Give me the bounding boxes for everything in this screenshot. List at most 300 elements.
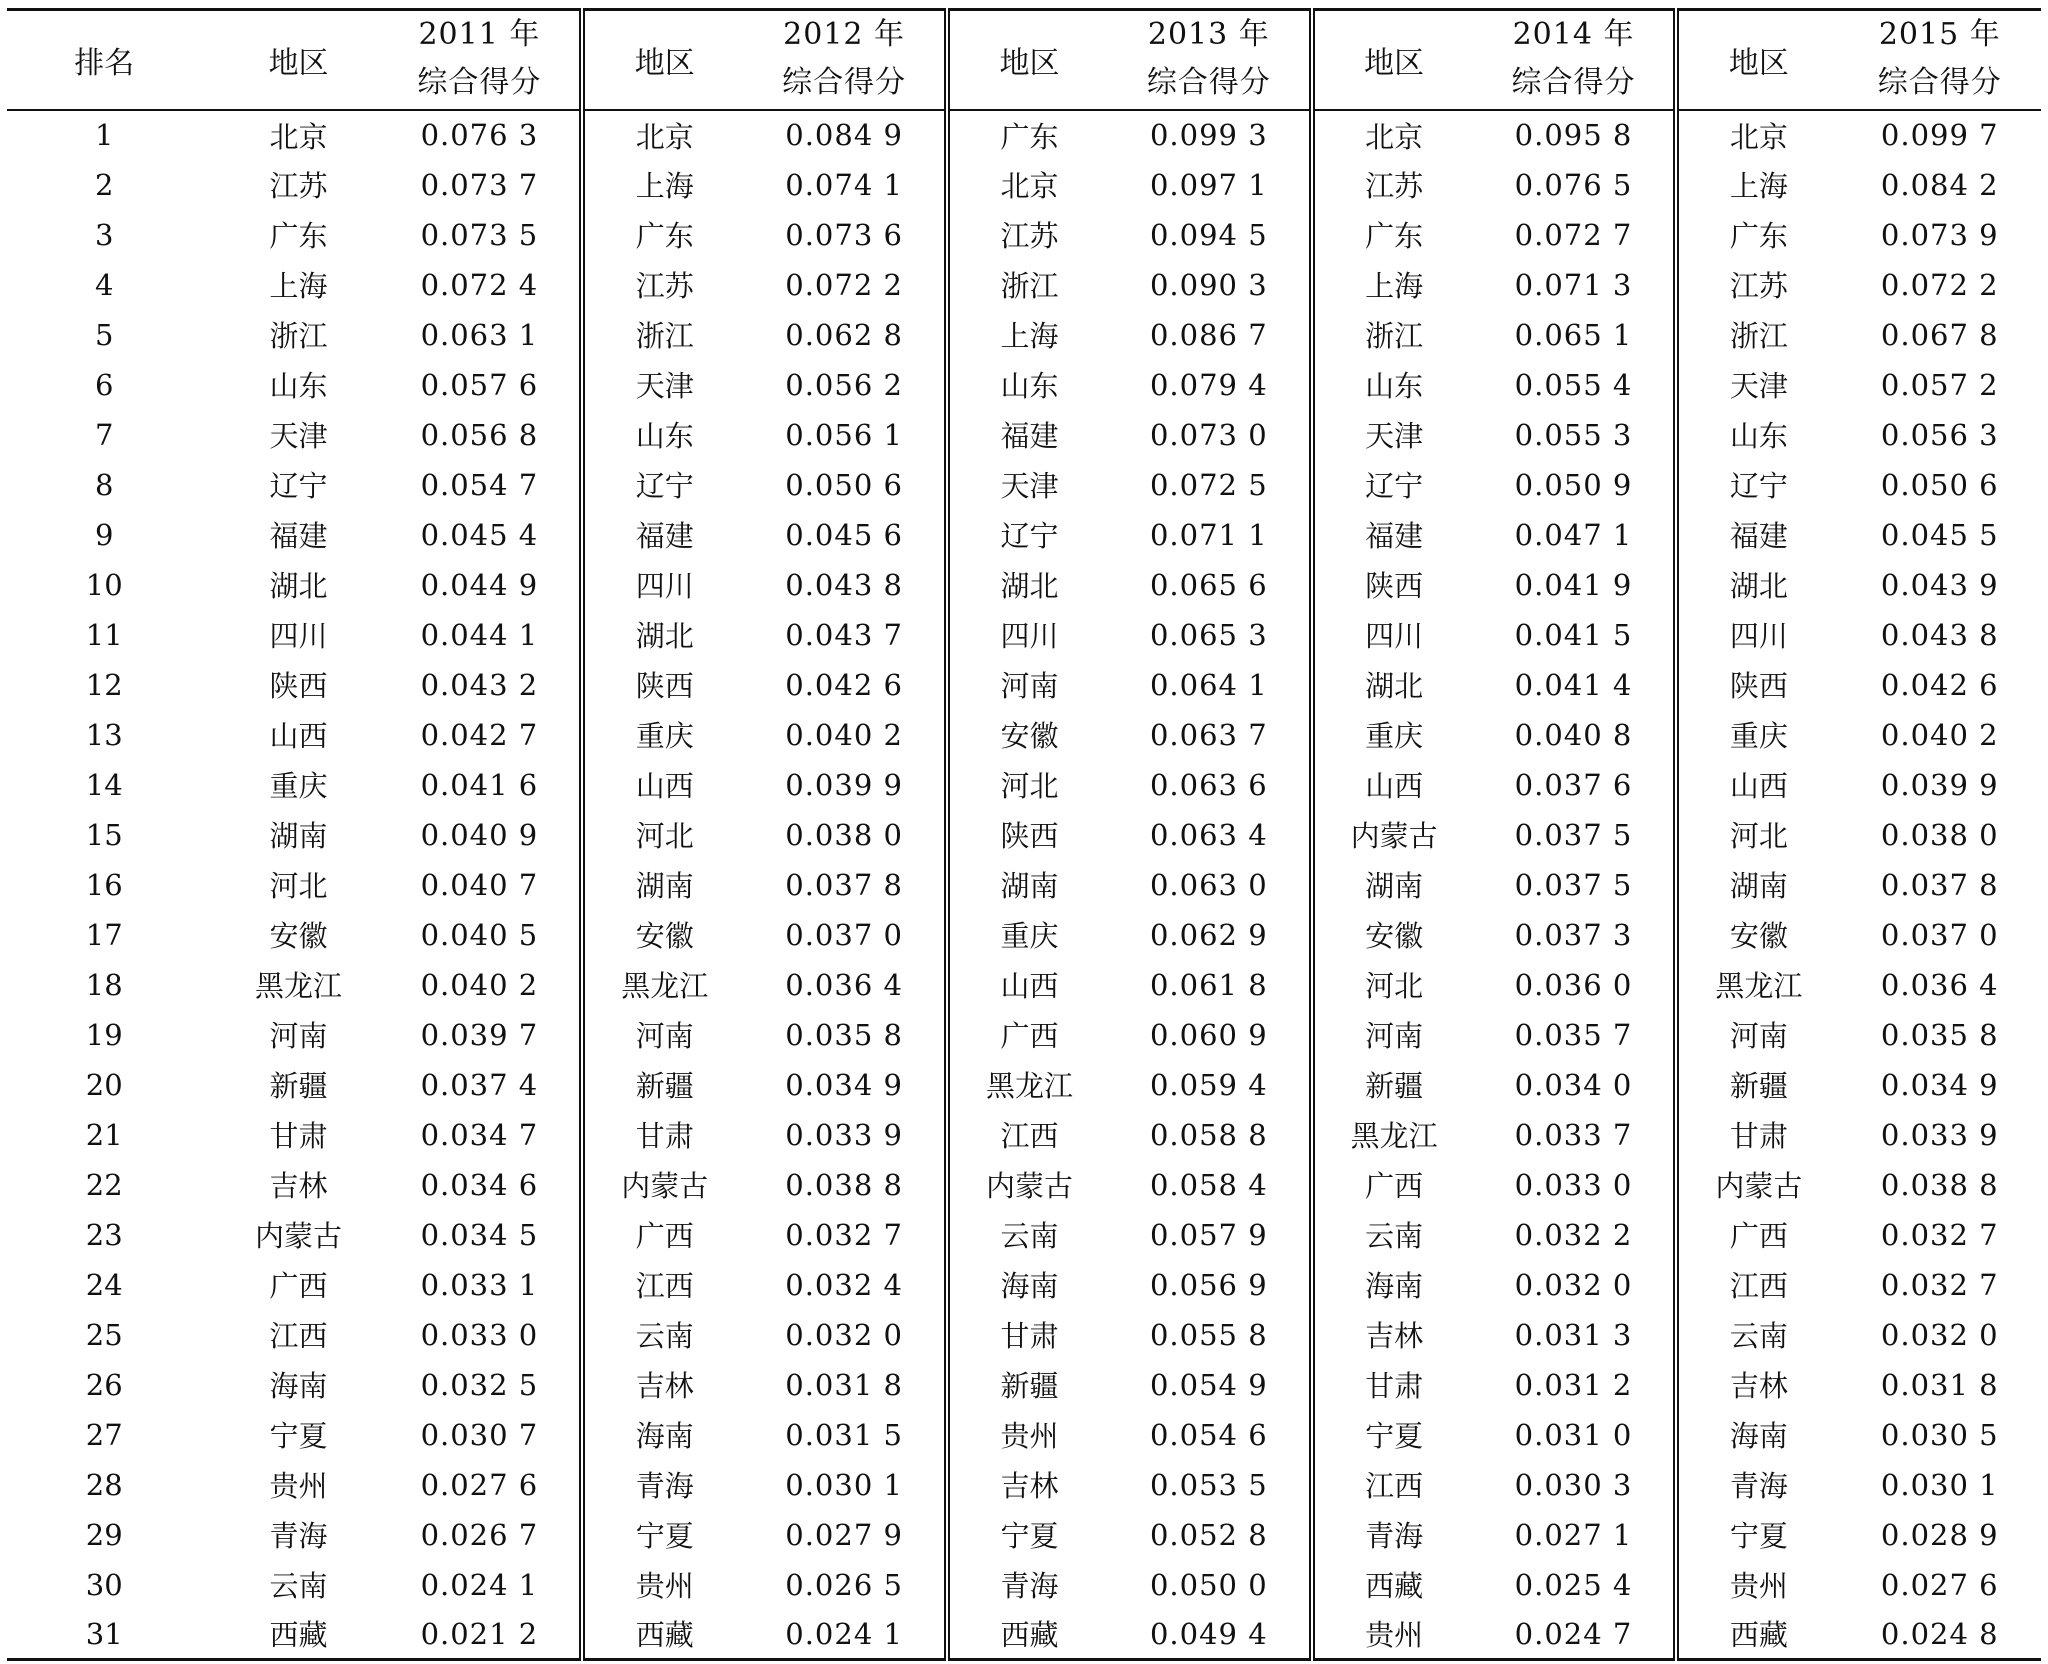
region-cell-2013: 山西 [947,960,1109,1010]
score-cell-2013: 0.079 4 [1149,367,1268,402]
score-cell-2011: 0.026 7 [420,1517,539,1552]
region-cell-2015: 江苏 [1676,260,1838,310]
region-cell-2013: 上海 [947,310,1109,360]
score-cell-2012: 0.026 5 [785,1567,903,1602]
region-cell-2012: 河南 [582,1010,744,1060]
score-header-2013 [1109,10,1311,110]
score-cell-2015: 0.027 6 [1880,1567,1999,1602]
score-cell-2011: 0.040 5 [420,917,539,952]
score-cell-2011: 0.063 1 [420,317,539,352]
region-cell-2014: 广东 [1312,210,1474,260]
rank-cell: 10 [85,567,123,602]
rank-cell: 12 [85,667,123,702]
score-cell-2015: 0.099 7 [1880,118,1999,152]
table-row [7,210,2041,260]
table-row [7,1010,2041,1060]
score-cell-2015: 0.043 9 [1880,567,1999,602]
rank-cell: 27 [85,1417,123,1452]
region-cell-2012: 黑龙江 [582,960,744,1010]
table-row [7,410,2041,460]
score-cell-2013: 0.056 9 [1149,1267,1268,1302]
region-cell-2015: 山西 [1676,760,1838,810]
region-header-2014: 地区 [1312,10,1474,110]
score-cell-2014: 0.037 5 [1514,817,1633,852]
score-label-2012: 综合得分 [782,64,907,100]
region-cell-2013: 江苏 [947,210,1109,260]
region-cell-2015: 福建 [1676,510,1838,560]
region-cell-2014: 山东 [1312,360,1474,410]
region-cell-2014: 湖南 [1312,860,1474,910]
region-cell-2012: 河北 [582,810,744,860]
region-cell-2015: 新疆 [1676,1060,1838,1110]
score-cell-2011: 0.043 2 [420,667,539,702]
region-cell-2015: 四川 [1676,610,1838,660]
region-cell-2015: 湖北 [1676,560,1838,610]
score-cell-2013: 0.054 9 [1149,1367,1268,1402]
region-cell-2015: 黑龙江 [1676,960,1838,1010]
regional-score-ranking-table [7,8,2041,1661]
score-label-2015: 综合得分 [1877,64,2002,100]
table-row [7,560,2041,610]
region-cell-2011: 青海 [269,1519,328,1553]
score-cell-2013: 0.086 7 [1149,317,1268,352]
score-cell-2015: 0.032 0 [1880,1317,1999,1352]
score-cell-2014: 0.050 9 [1514,467,1633,502]
year-label-2013: 2013 年 [1147,16,1270,52]
score-cell-2011: 0.042 7 [420,717,539,752]
region-cell-2014: 浙江 [1312,310,1474,360]
table-row [7,1260,2041,1310]
region-cell-2014: 陕西 [1312,560,1474,610]
region-cell-2015: 北京 [1676,110,1838,160]
score-cell-2013: 0.063 0 [1149,867,1268,902]
region-cell-2014: 宁夏 [1312,1410,1474,1460]
score-cell-2014: 0.027 1 [1514,1517,1633,1552]
region-cell-2011: 天津 [269,419,328,453]
table-row [7,1210,2041,1260]
region-cell-2012: 北京 [582,110,744,160]
score-cell-2012: 0.027 9 [785,1517,903,1552]
region-cell-2014: 黑龙江 [1312,1110,1474,1160]
table-row [7,1310,2041,1360]
score-cell-2014: 0.030 3 [1514,1467,1633,1502]
region-cell-2015: 山东 [1676,410,1838,460]
region-cell-2011: 海南 [269,1369,328,1403]
region-cell-2012: 内蒙古 [582,1160,744,1210]
score-cell-2012: 0.040 2 [785,717,903,752]
score-cell-2014: 0.047 1 [1514,517,1633,552]
region-cell-2013: 山东 [947,360,1109,410]
score-cell-2013: 0.058 4 [1149,1167,1268,1202]
score-cell-2014: 0.033 0 [1514,1167,1633,1202]
rank-cell: 18 [85,967,123,1002]
region-cell-2015: 云南 [1676,1310,1838,1360]
region-cell-2012: 云南 [582,1310,744,1360]
table-row [7,110,2041,160]
rank-cell: 28 [85,1467,123,1502]
region-cell-2015: 吉林 [1676,1360,1838,1410]
score-cell-2014: 0.071 3 [1514,267,1633,302]
score-cell-2012: 0.030 1 [785,1467,903,1502]
region-cell-2014: 江苏 [1312,160,1474,210]
region-cell-2012: 吉林 [582,1360,744,1410]
region-cell-2015: 内蒙古 [1676,1160,1838,1210]
score-cell-2013: 0.097 1 [1149,167,1268,202]
region-cell-2013: 福建 [947,410,1109,460]
region-cell-2012: 新疆 [582,1060,744,1110]
table-row [7,860,2041,910]
region-cell-2013: 广西 [947,1010,1109,1060]
region-cell-2012: 上海 [582,160,744,210]
score-cell-2011: 0.040 9 [420,817,539,852]
rank-cell: 20 [85,1067,123,1102]
region-cell-2015: 青海 [1676,1460,1838,1510]
score-cell-2011: 0.044 1 [420,617,539,652]
score-cell-2013: 0.063 7 [1149,717,1268,752]
region-cell-2015: 海南 [1676,1410,1838,1460]
score-cell-2012: 0.062 8 [785,317,903,352]
region-cell-2014: 山西 [1312,760,1474,810]
region-cell-2013: 湖南 [947,860,1109,910]
region-cell-2011: 四川 [269,619,328,653]
score-cell-2014: 0.036 0 [1514,967,1633,1002]
score-cell-2015: 0.032 7 [1880,1217,1999,1252]
rank-cell: 2 [94,167,114,202]
rank-cell: 15 [85,817,123,852]
region-cell-2014: 四川 [1312,610,1474,660]
region-cell-2011: 河南 [269,1019,328,1053]
region-cell-2015: 上海 [1676,160,1838,210]
score-cell-2015: 0.030 1 [1880,1467,1999,1502]
score-cell-2013: 0.049 4 [1149,1616,1268,1651]
region-cell-2012: 西藏 [582,1610,744,1660]
region-cell-2012: 重庆 [582,710,744,760]
rank-cell: 29 [85,1517,123,1552]
rank-cell: 26 [85,1367,123,1402]
region-cell-2014: 贵州 [1312,1610,1474,1660]
score-cell-2012: 0.037 8 [785,867,903,902]
score-cell-2011: 0.073 5 [420,217,539,252]
region-cell-2014: 海南 [1312,1260,1474,1310]
region-cell-2015: 浙江 [1676,310,1838,360]
score-cell-2011: 0.030 7 [420,1417,539,1452]
region-cell-2012: 安徽 [582,910,744,960]
score-cell-2013: 0.071 1 [1149,517,1268,552]
region-cell-2013: 重庆 [947,910,1109,960]
score-cell-2012: 0.032 7 [785,1217,903,1252]
score-cell-2014: 0.034 0 [1514,1067,1633,1102]
score-cell-2011: 0.045 4 [420,517,539,552]
region-cell-2011: 北京 [269,119,328,154]
score-cell-2014: 0.040 8 [1514,717,1633,752]
score-cell-2013: 0.060 9 [1149,1017,1268,1052]
region-cell-2012: 甘肃 [582,1110,744,1160]
score-cell-2014: 0.065 1 [1514,317,1633,352]
region-cell-2013: 广东 [947,110,1109,160]
region-cell-2013: 河南 [947,660,1109,710]
region-cell-2011: 江西 [269,1319,328,1353]
score-cell-2013: 0.054 6 [1149,1417,1268,1452]
region-cell-2013: 陕西 [947,810,1109,860]
score-cell-2014: 0.041 4 [1514,667,1633,702]
region-cell-2015: 贵州 [1676,1560,1838,1610]
score-label-2013: 综合得分 [1146,64,1271,100]
score-cell-2015: 0.030 5 [1880,1417,1999,1452]
score-cell-2011: 0.027 6 [420,1467,539,1502]
score-cell-2013: 0.050 0 [1149,1567,1268,1602]
region-cell-2014: 青海 [1312,1510,1474,1560]
region-cell-2013: 天津 [947,460,1109,510]
score-cell-2015: 0.056 3 [1880,417,1999,452]
rank-cell: 11 [85,617,123,652]
region-cell-2014: 广西 [1312,1160,1474,1210]
score-cell-2015: 0.072 2 [1880,267,1999,302]
rank-cell: 19 [85,1017,123,1052]
region-cell-2012: 湖北 [582,610,744,660]
table-row [7,610,2041,660]
score-cell-2015: 0.024 8 [1880,1616,1999,1651]
rank-cell: 17 [85,917,123,952]
region-cell-2015: 辽宁 [1676,460,1838,510]
region-cell-2014: 甘肃 [1312,1360,1474,1410]
table-row [7,310,2041,360]
score-label-2014: 综合得分 [1511,64,1636,100]
table-row [7,1510,2041,1560]
region-cell-2011: 湖北 [269,569,328,603]
score-cell-2015: 0.050 6 [1880,467,1999,502]
score-cell-2015: 0.032 7 [1880,1267,1999,1302]
region-cell-2014: 河南 [1312,1010,1474,1060]
score-cell-2012: 0.045 6 [785,517,903,552]
score-cell-2013: 0.059 4 [1149,1067,1268,1102]
region-cell-2011: 湖南 [269,819,328,853]
score-cell-2015: 0.037 8 [1880,867,1999,902]
table-row [7,1410,2041,1460]
score-cell-2014: 0.041 9 [1514,567,1633,602]
region-cell-2015: 西藏 [1676,1610,1838,1660]
score-cell-2013: 0.061 8 [1149,967,1268,1002]
region-cell-2011: 辽宁 [269,469,328,503]
region-cell-2013: 内蒙古 [947,1160,1109,1210]
region-cell-2015: 河南 [1676,1010,1838,1060]
rank-cell: 1 [94,118,114,152]
table-row [7,1610,2041,1660]
year-label-2011: 2011 年 [418,16,541,52]
score-cell-2014: 0.037 3 [1514,917,1633,952]
score-cell-2012: 0.039 9 [785,767,903,802]
score-cell-2014: 0.033 7 [1514,1117,1633,1152]
region-cell-2013: 湖北 [947,560,1109,610]
score-cell-2013: 0.072 5 [1149,467,1268,502]
table-row [7,1460,2041,1510]
score-cell-2015: 0.031 8 [1880,1367,1999,1402]
rank-cell: 8 [94,467,114,502]
score-cell-2011: 0.076 3 [420,118,539,152]
region-cell-2015: 甘肃 [1676,1110,1838,1160]
score-cell-2014: 0.072 7 [1514,217,1633,252]
region-cell-2014: 天津 [1312,410,1474,460]
score-cell-2011: 0.072 4 [420,267,539,302]
score-cell-2015: 0.043 8 [1880,617,1999,652]
year-label-2015: 2015 年 [1878,16,2001,52]
region-cell-2013: 青海 [947,1560,1109,1610]
region-cell-2014: 上海 [1312,260,1474,310]
score-cell-2012: 0.043 7 [785,617,903,652]
region-cell-2012: 江苏 [582,260,744,310]
region-cell-2012: 福建 [582,510,744,560]
table-row [7,1110,2041,1160]
score-cell-2015: 0.045 5 [1880,517,1999,552]
region-cell-2014: 北京 [1312,110,1474,160]
table-row [7,360,2041,410]
score-cell-2011: 0.021 2 [420,1616,539,1651]
score-cell-2011: 0.054 7 [420,467,539,502]
score-cell-2013: 0.055 8 [1149,1317,1268,1352]
table-row [7,1560,2041,1610]
score-cell-2014: 0.035 7 [1514,1017,1633,1052]
score-cell-2013: 0.063 6 [1149,767,1268,802]
region-cell-2015: 宁夏 [1676,1510,1838,1560]
region-cell-2012: 湖南 [582,860,744,910]
score-cell-2012: 0.056 2 [785,367,903,402]
score-cell-2014: 0.041 5 [1514,617,1633,652]
region-cell-2013: 甘肃 [947,1310,1109,1360]
rank-cell: 22 [85,1167,123,1202]
score-cell-2015: 0.038 8 [1880,1167,1999,1202]
score-cell-2012: 0.084 9 [785,118,903,152]
region-cell-2011: 河北 [269,869,328,903]
region-cell-2014: 湖北 [1312,660,1474,710]
table-row [7,1360,2041,1410]
score-cell-2015: 0.073 9 [1880,217,1999,252]
region-cell-2013: 安徽 [947,710,1109,760]
region-cell-2011: 山西 [269,719,328,753]
region-cell-2012: 宁夏 [582,1510,744,1560]
table-row [7,1160,2041,1210]
region-cell-2013: 辽宁 [947,510,1109,560]
score-cell-2011: 0.033 0 [420,1317,539,1352]
rank-cell: 24 [85,1267,123,1302]
score-cell-2014: 0.032 0 [1514,1267,1633,1302]
score-cell-2015: 0.040 2 [1880,717,1999,752]
region-cell-2015: 广西 [1676,1210,1838,1260]
region-cell-2015: 天津 [1676,360,1838,410]
score-cell-2012: 0.034 9 [785,1067,903,1102]
score-cell-2011: 0.057 6 [420,367,539,402]
region-cell-2013: 吉林 [947,1460,1109,1510]
score-cell-2015: 0.042 6 [1880,667,1999,702]
region-header-2012: 地区 [582,10,744,110]
region-cell-2014: 福建 [1312,510,1474,560]
table-row [7,760,2041,810]
rank-cell: 31 [85,1616,123,1651]
region-cell-2012: 广东 [582,210,744,260]
region-cell-2014: 辽宁 [1312,460,1474,510]
region-cell-2011: 上海 [269,269,328,303]
score-cell-2012: 0.032 4 [785,1267,903,1302]
score-cell-2012: 0.074 1 [785,167,903,202]
score-cell-2015: 0.039 9 [1880,767,1999,802]
region-cell-2011: 云南 [269,1569,328,1603]
region-cell-2011: 宁夏 [269,1419,328,1453]
score-cell-2012: 0.033 9 [785,1117,903,1152]
rank-cell: 13 [85,717,123,752]
region-cell-2011: 黑龙江 [255,969,343,1003]
table-row [7,260,2041,310]
score-cell-2012: 0.043 8 [785,567,903,602]
score-cell-2014: 0.076 5 [1514,167,1633,202]
table-row [7,910,2041,960]
region-cell-2014: 内蒙古 [1312,810,1474,860]
rank-cell: 5 [94,317,114,352]
region-cell-2013: 黑龙江 [947,1060,1109,1110]
score-cell-2015: 0.038 0 [1880,817,1999,852]
score-cell-2014: 0.024 7 [1514,1616,1633,1651]
score-cell-2014: 0.031 0 [1514,1417,1633,1452]
score-cell-2014: 0.055 4 [1514,367,1633,402]
rank-cell: 7 [94,417,114,452]
score-cell-2013: 0.065 6 [1149,567,1268,602]
table-row [7,1060,2041,1110]
region-cell-2014: 江西 [1312,1460,1474,1510]
table-row [7,810,2041,860]
region-cell-2014: 重庆 [1312,710,1474,760]
region-cell-2012: 山东 [582,410,744,460]
score-cell-2011: 0.032 5 [420,1367,539,1402]
score-cell-2014: 0.037 6 [1514,767,1633,802]
rank-header: 排名 [74,45,135,81]
score-cell-2015: 0.036 4 [1880,967,1999,1002]
score-cell-2011: 0.040 7 [420,867,539,902]
region-cell-2014: 河北 [1312,960,1474,1010]
table-row [7,960,2041,1010]
region-cell-2011: 重庆 [269,769,328,803]
region-cell-2013: 江西 [947,1110,1109,1160]
score-cell-2012: 0.031 5 [785,1417,903,1452]
region-cell-2012: 山西 [582,760,744,810]
region-cell-2011: 甘肃 [269,1119,328,1153]
region-cell-2011: 西藏 [269,1618,328,1653]
score-cell-2012: 0.038 0 [785,817,903,852]
region-cell-2011: 内蒙古 [255,1219,343,1253]
region-cell-2013: 新疆 [947,1360,1109,1410]
region-cell-2012: 四川 [582,560,744,610]
region-cell-2014: 吉林 [1312,1310,1474,1360]
score-cell-2011: 0.040 2 [420,967,539,1002]
table-row [7,710,2041,760]
score-cell-2014: 0.037 5 [1514,867,1633,902]
region-cell-2013: 四川 [947,610,1109,660]
region-cell-2012: 陕西 [582,660,744,710]
region-cell-2011: 贵州 [269,1469,328,1503]
score-label-2011: 综合得分 [417,64,542,100]
region-cell-2012: 青海 [582,1460,744,1510]
score-cell-2013: 0.052 8 [1149,1517,1268,1552]
score-cell-2012: 0.031 8 [785,1367,903,1402]
region-cell-2011: 浙江 [269,319,328,353]
score-cell-2015: 0.084 2 [1880,167,1999,202]
rank-cell: 16 [85,867,123,902]
score-cell-2013: 0.099 3 [1149,118,1268,152]
region-cell-2012: 海南 [582,1410,744,1460]
score-cell-2014: 0.031 3 [1514,1317,1633,1352]
region-cell-2015: 江西 [1676,1260,1838,1310]
year-label-2014: 2014 年 [1512,16,1635,52]
score-cell-2011: 0.034 5 [420,1217,539,1252]
ranking-table-body [7,110,2041,1660]
score-cell-2012: 0.037 0 [785,917,903,952]
score-cell-2011: 0.073 7 [420,167,539,202]
